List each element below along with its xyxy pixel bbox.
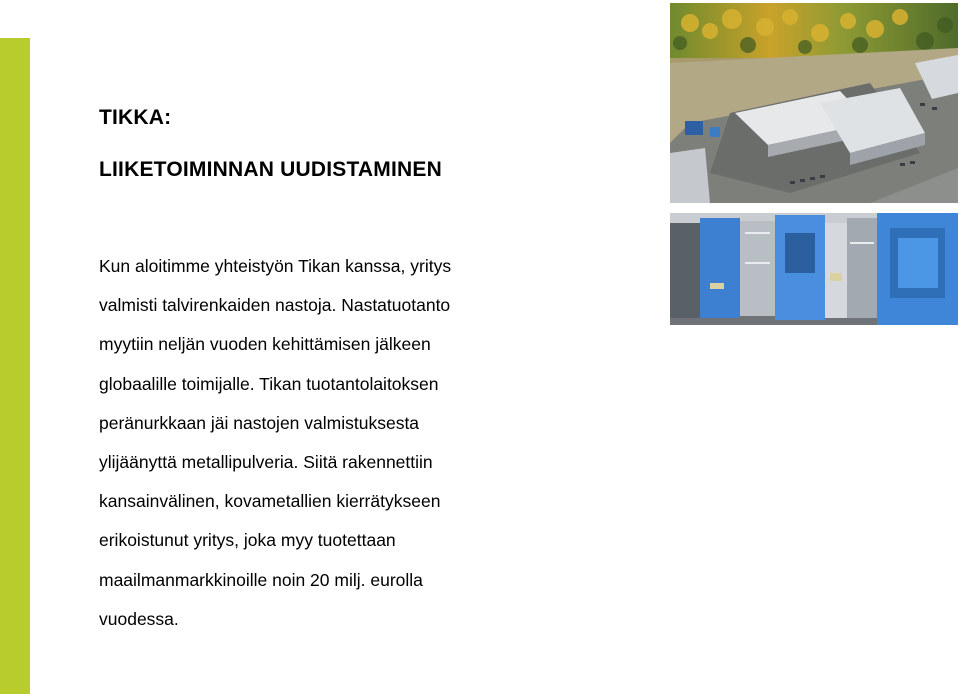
body-text [99, 247, 639, 639]
body-line: peränurkkaan jäi nastojen valmistuksesta [99, 412, 420, 433]
factory-aerial-photo [670, 3, 958, 203]
body-line: Kun aloitimme yhteistyön Tikan kanssa, yritys [99, 256, 452, 276]
body-line: erikoistunut yritys, joka myy tuotettaan [99, 530, 396, 551]
body-line: ylijäänyttä metallipulveria. Siitä rakennettiin [99, 452, 433, 473]
body-line: myytiin neljän vuoden kehittämisen jälkeen [99, 334, 431, 355]
body-line: maailmanmarkkinoille noin 20 milj. eurolla [99, 569, 423, 590]
production-machinery-photo [670, 213, 958, 325]
body-line: vuodessa. [99, 608, 179, 629]
body-line: valmisti talvirenkaiden nastoja. Nastatuotanto [99, 295, 451, 316]
slide-title: TIKKA: [99, 106, 172, 129]
body-line: kansainvälinen, kovametallien kierrätykseen [99, 491, 441, 512]
body-line: globaalille toimijalle. Tikan tuotantolaitoksen [99, 373, 439, 394]
accent-bar [0, 38, 30, 694]
slide-subtitle: LIIKETOIMINNAN UUDISTAMINEN [99, 158, 442, 181]
